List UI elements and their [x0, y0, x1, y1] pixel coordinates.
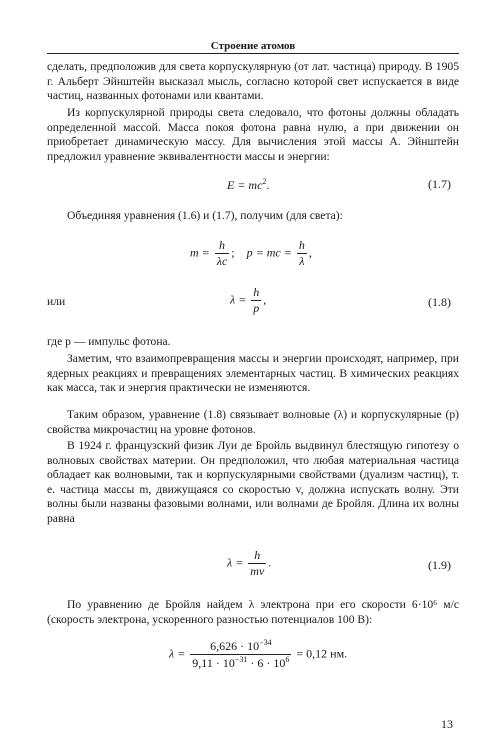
equation-1-7: $E = mc^2$. (1.7)	[227, 177, 451, 192]
equation-1-9: λ = $\frac{h}{mv}$ . (1.9)	[227, 548, 451, 578]
equation-number: (1.8)	[428, 295, 451, 309]
paragraph-1: сделать, предположив для света корпускулярную (от лат. частица) природу. В 1905 г. Альберт Эйнштейн высказал мысль, согласно которой свет испускается в виде частиц, названных фотонами или квантами.	[47, 60, 459, 103]
header-rule	[47, 53, 459, 54]
running-header: Строение атомов	[210, 40, 296, 52]
paragraph-5: Заметим, что взаимопревращения массы и энергии происходят, например, при ядерных реакциях и превращениях элементарных частиц. В химических реакциях как масса, так и энергия практически не изменяются.	[47, 352, 459, 395]
equation-number: (1.9)	[428, 558, 451, 572]
ili-word: или	[47, 295, 66, 308]
paragraph-4: где p — импульс фотона.	[47, 335, 171, 348]
paragraph-3: Объединяя уравнения (1.6) и (1.7), получим (для света):	[67, 209, 343, 222]
equation-1-8: или λ = $\frac{h}{p}$ , (1.8)	[47, 285, 451, 315]
equation-number: (1.7)	[428, 177, 451, 191]
paragraph-8: По уравнению де Бройля найдем λ электрона при его скорости 6·10⁶ м/с (скорость электрона, ускоренного разностью потенциалов 100 В):	[47, 598, 459, 626]
paragraph-6: Таким образом, уравнение (1.8) связывает волновые (λ) и корпускулярные (p) свойства микрочастиц на уровне фотонов.	[47, 408, 459, 436]
paragraph-7: В 1924 г. французский физик Луи де Бройль выдвинул блестящую гипотезу о волновых свойствах материи. Он предположил, что любая материальная частица обладает как волновыми, так и корпускулярными свойствами (дуализм частиц), т. е. частица массы m, движущаяся со скоростью v, должна испускать волну. Эти волны были названы фазовыми волнами, или волнами де Бройля. Длина их волны равна	[47, 439, 459, 525]
equation-calc: λ = $\frac{6,626 \cdot 10^{-34}}{9,11 \cdot 10^{-31} \cdot 6 \cdot 10^6}$ = 0,12 нм.	[169, 638, 348, 670]
equation-light: m = $\frac{h}{\lambda c}$ ; p = mc = $\frac{h}{\lambda}$ ,	[190, 238, 312, 268]
page-number: 13	[441, 717, 453, 731]
paragraph-2: Из корпускулярной природы света следовало, что фотоны должны обладать определенной массой. Масса покоя фотона равна нулю, а при движении он приобретает динамическую массу. Для вычисления этой массы А. Эйнштейн предложил уравнение эквивалентности массы и энергии:	[47, 106, 459, 163]
